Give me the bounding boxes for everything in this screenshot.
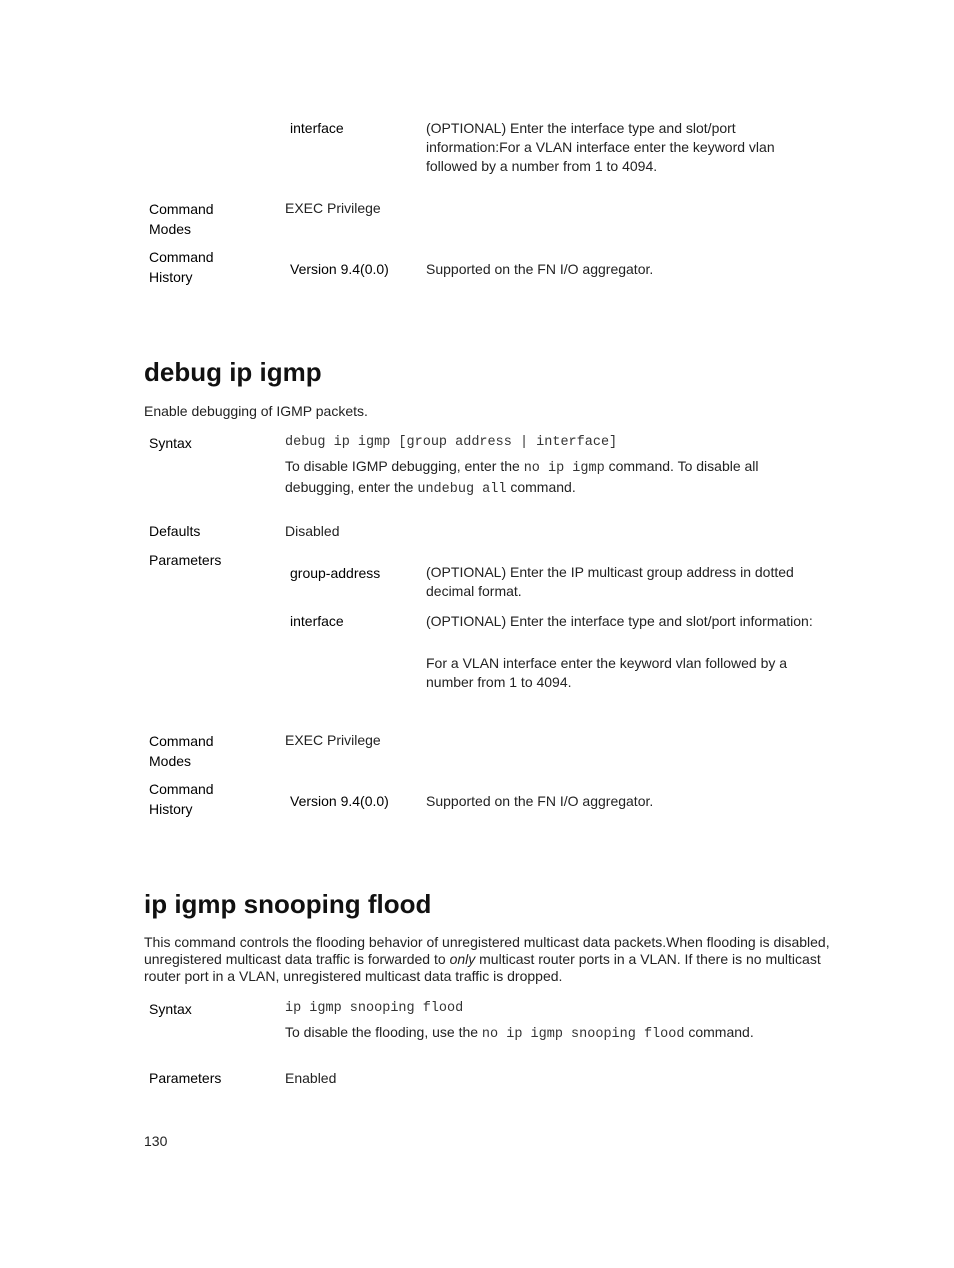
command-history-label-line1: Command [149,249,214,265]
syntax-code: ip igmp snooping flood [285,1001,464,1016]
param-desc-interface: (OPTIONAL) Enter the interface type and slot/port information:For a VLAN interface enter the keyword vlan followed by a number from 1 to 4094. [426,120,775,174]
parameters-label: Parameters [149,1070,222,1086]
parameters-value: Enabled [285,1070,337,1086]
command-modes-label-line2: Modes [149,221,192,237]
section-title-ip-igmp-snooping-flood: ip igmp snooping flood [144,889,432,919]
syntax-note-text-2: command. To disable all debugging, enter the [285,458,759,495]
history-desc: Supported on the FN I/O aggregator. [426,793,654,809]
syntax-code: debug ip igmp [group address | interface] [285,435,618,450]
command-history-label-line2: History [149,269,193,285]
syntax-note [285,1023,815,1044]
syntax-note-text-2: command. [684,1024,754,1040]
param-desc-group-address: (OPTIONAL) Enter the IP multicast group address in dotted decimal format. [426,564,794,599]
section-title-debug-ip-igmp: debug ip igmp [144,357,322,387]
section-intro [144,934,834,985]
command-history-label-line1: Command [149,781,214,797]
page-number: 130 [144,1133,168,1149]
command-modes-label-line2: Modes [149,753,192,769]
defaults-label: Defaults [149,523,201,539]
syntax-note-code: no ip igmp snooping flood [481,1027,685,1042]
param-name-interface: interface [290,120,344,136]
syntax-note-text-3: command. [506,479,576,495]
command-history-label-line2: History [149,801,193,817]
param-desc-interface-1: (OPTIONAL) Enter the interface type and slot/port information: [426,613,813,629]
syntax-note [285,457,815,499]
command-modes-value: EXEC Privilege [285,732,381,748]
syntax-note-code-2: undebug all [417,482,507,497]
command-modes-label [149,731,214,771]
history-version: Version 9.4(0.0) [290,261,389,277]
command-history-label [149,247,214,287]
syntax-note-text-1: To disable IGMP debugging, enter the [285,458,524,474]
intro-emphasis: only [449,951,476,967]
syntax-note-text-1: To disable the flooding, use the [285,1024,482,1040]
command-modes-label-line1: Command [149,201,214,217]
syntax-label: Syntax [149,1001,192,1017]
param-desc-interface-2: For a VLAN interface enter the keyword vlan followed by a number from 1 to 4094. [426,655,788,690]
command-modes-value: EXEC Privilege [285,200,381,216]
intro-text-2: multicast router ports in a VLAN. If there is no multicast router port in a VLAN, unregistered multicast data traffic is dropped. [144,951,821,984]
defaults-value: Disabled [285,523,340,539]
command-history-label [149,779,214,819]
param-name-interface: interface [290,613,344,629]
parameters-label: Parameters [149,552,222,568]
syntax-label: Syntax [149,435,192,451]
syntax-note-code-1: no ip igmp [523,461,605,476]
command-modes-label [149,199,214,239]
param-name-group-address: group-address [290,565,381,581]
section-intro: Enable debugging of IGMP packets. [144,403,368,419]
intro-text-1: This command controls the flooding behavior of unregistered multicast data packets.When flooding is disabled, unregistered multicast data traffic is forwarded to [144,934,830,967]
history-version: Version 9.4(0.0) [290,793,389,809]
history-desc: Supported on the FN I/O aggregator. [426,261,654,277]
command-modes-label-line1: Command [149,733,214,749]
